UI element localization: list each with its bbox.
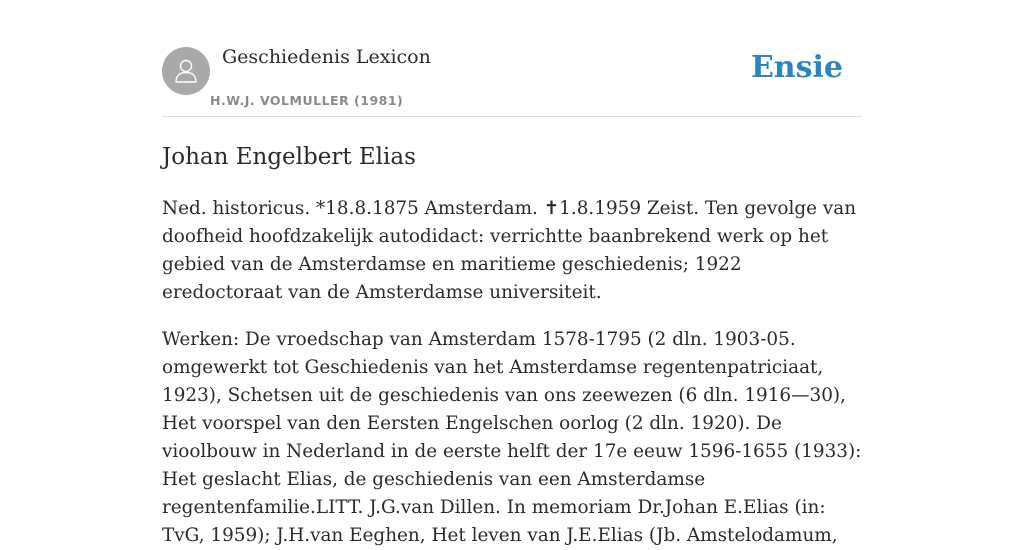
entry-title: Johan Engelbert Elias [162, 144, 416, 170]
header [162, 0, 862, 117]
page-container [162, 0, 862, 550]
entry-paragraph: Werken: De vroedschap van Amsterdam 1578-1795 (2 dln. 1903-05. omgewerkt tot Geschiedenis van het Amsterdamse regentenpatriciaat, 1923), Schetsen uit de geschiedenis van ons zeewezen (6 dln. 1916—30), Het voorspel van den Eersten Engelschen oorlog (2 dln. 1920). De vioolbouw in Nederland in de eerste helft der 17e eeuw 1596-1655 (1933): Het geslacht Elias, de geschiedenis van een Amsterdamse regentenfamilie.LITT. J.G.van Dillen. In memoriam Dr.Johan E.Elias (in: TvG, 1959); J.H.van Eeghen, Het leven van J.E.Elias (Jb. Amstelodamum, [162, 329, 862, 546]
brand-logo[interactable]: Ensie [750, 50, 843, 85]
avatar[interactable] [162, 47, 210, 95]
user-icon [172, 57, 200, 85]
entry-paragraph: Ned. historicus. *18.8.1875 Amsterdam. ✝1.8.1959 Zeist. Ten gevolge van doofheid hoofdzakelijk autodidact: verrichtte baanbrekend werk op het gebied van de Amsterdamse en maritieme geschiedenis; 1922 eredoctoraat van de Amsterdamse universiteit. [162, 198, 857, 303]
author-byline: H.W.J. VOLMULLER (1981) [210, 93, 404, 108]
lexicon-title-link[interactable]: Geschiedenis Lexicon [222, 46, 431, 68]
